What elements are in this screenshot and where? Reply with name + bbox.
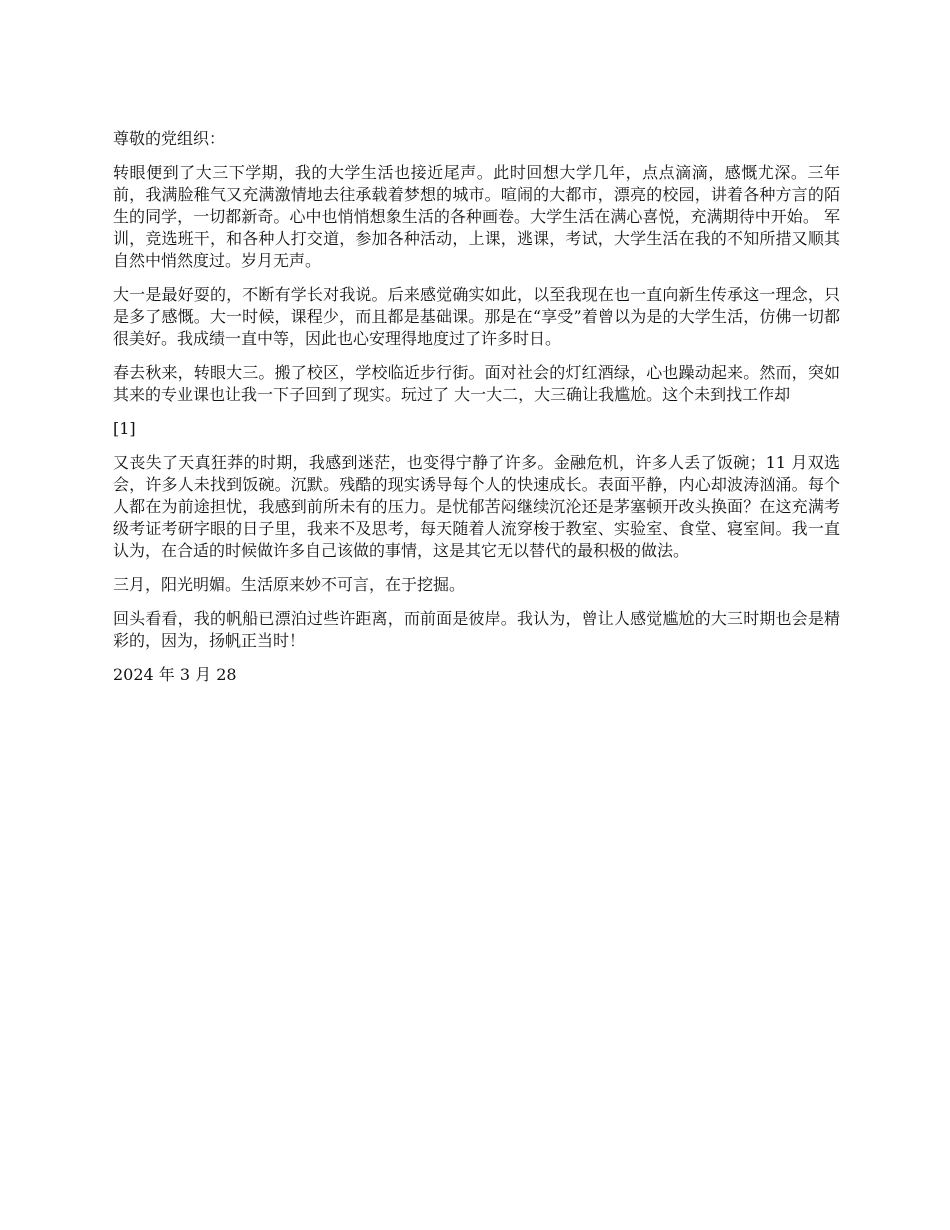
footnote-marker: [1] — [113, 419, 136, 438]
salutation: 尊敬的党组织： — [113, 129, 226, 148]
paragraph-5: 三月，阳光明媚。生活原来妙不可言，在于挖掘。 — [113, 575, 466, 594]
paragraph-6: 回头看看，我的帆船已漂泊过些许距离，而前面是彼岸。我认为，曾让人感觉尴尬的大三时期也会是精彩的，因为，扬帆正当时！ — [113, 609, 840, 650]
date-line: 2024 年 3 月 28 — [113, 665, 237, 684]
paragraph-1: 转眼便到了大三下学期，我的大学生活也接近尾声。此时回想大学几年，点点滴滴，感慨尤深。三年前，我满脸稚气又充满激情地去往承载着梦想的城市。喧闹的大都市，漂亮的校园，讲着各种方言的陌生的同学，一切都新奇。心中也悄悄想象生活的各种画卷。大学生活在满心喜悦，充满期待中开始。 军训，竞选班干，和各种人打交道，参加各种活动，上课，逃课，考试，大学生活在我的不知所措又顺其自然中悄然度过。岁月无声。 — [113, 163, 840, 270]
document-page — [113, 128, 840, 698]
paragraph-4: 又丧失了天真狂莽的时期，我感到迷茫，也变得宁静了许多。金融危机，许多人丢了饭碗；11 月双选会，许多人未找到饭碗。沉默。残酷的现实诱导每个人的快速成长。表面平静，内心却波涛汹涌。每个人都在为前途担忧，我感到前所未有的压力。是忧郁苦闷继续沉沦还是茅塞顿开改头换面？在这充满考级考证考研字眼的日子里，我来不及思考，每天随着人流穿梭于教室、实验室、食堂、寝室间。我一直认为，在合适的时候做许多自己该做的事情，这是其它无以替代的最积极的做法。 — [113, 453, 840, 560]
paragraph-2: 大一是最好耍的，不断有学长对我说。后来感觉确实如此，以至我现在也一直向新生传承这一理念，只是多了感慨。大一时候，课程少，而且都是基础课。那是在“享受”着曾以为是的大学生活，仿佛一切都很美好。我成绩一直中等，因此也心安理得地度过了许多时日。 — [113, 285, 840, 348]
paragraph-3: 春去秋来，转眼大三。搬了校区，学校临近步行街。面对社会的灯红酒绿，心也躁动起来。然而，突如其来的专业课也让我一下子回到了现实。玩过了 大一大二，大三确让我尴尬。这个未到找工作却 — [113, 363, 840, 404]
